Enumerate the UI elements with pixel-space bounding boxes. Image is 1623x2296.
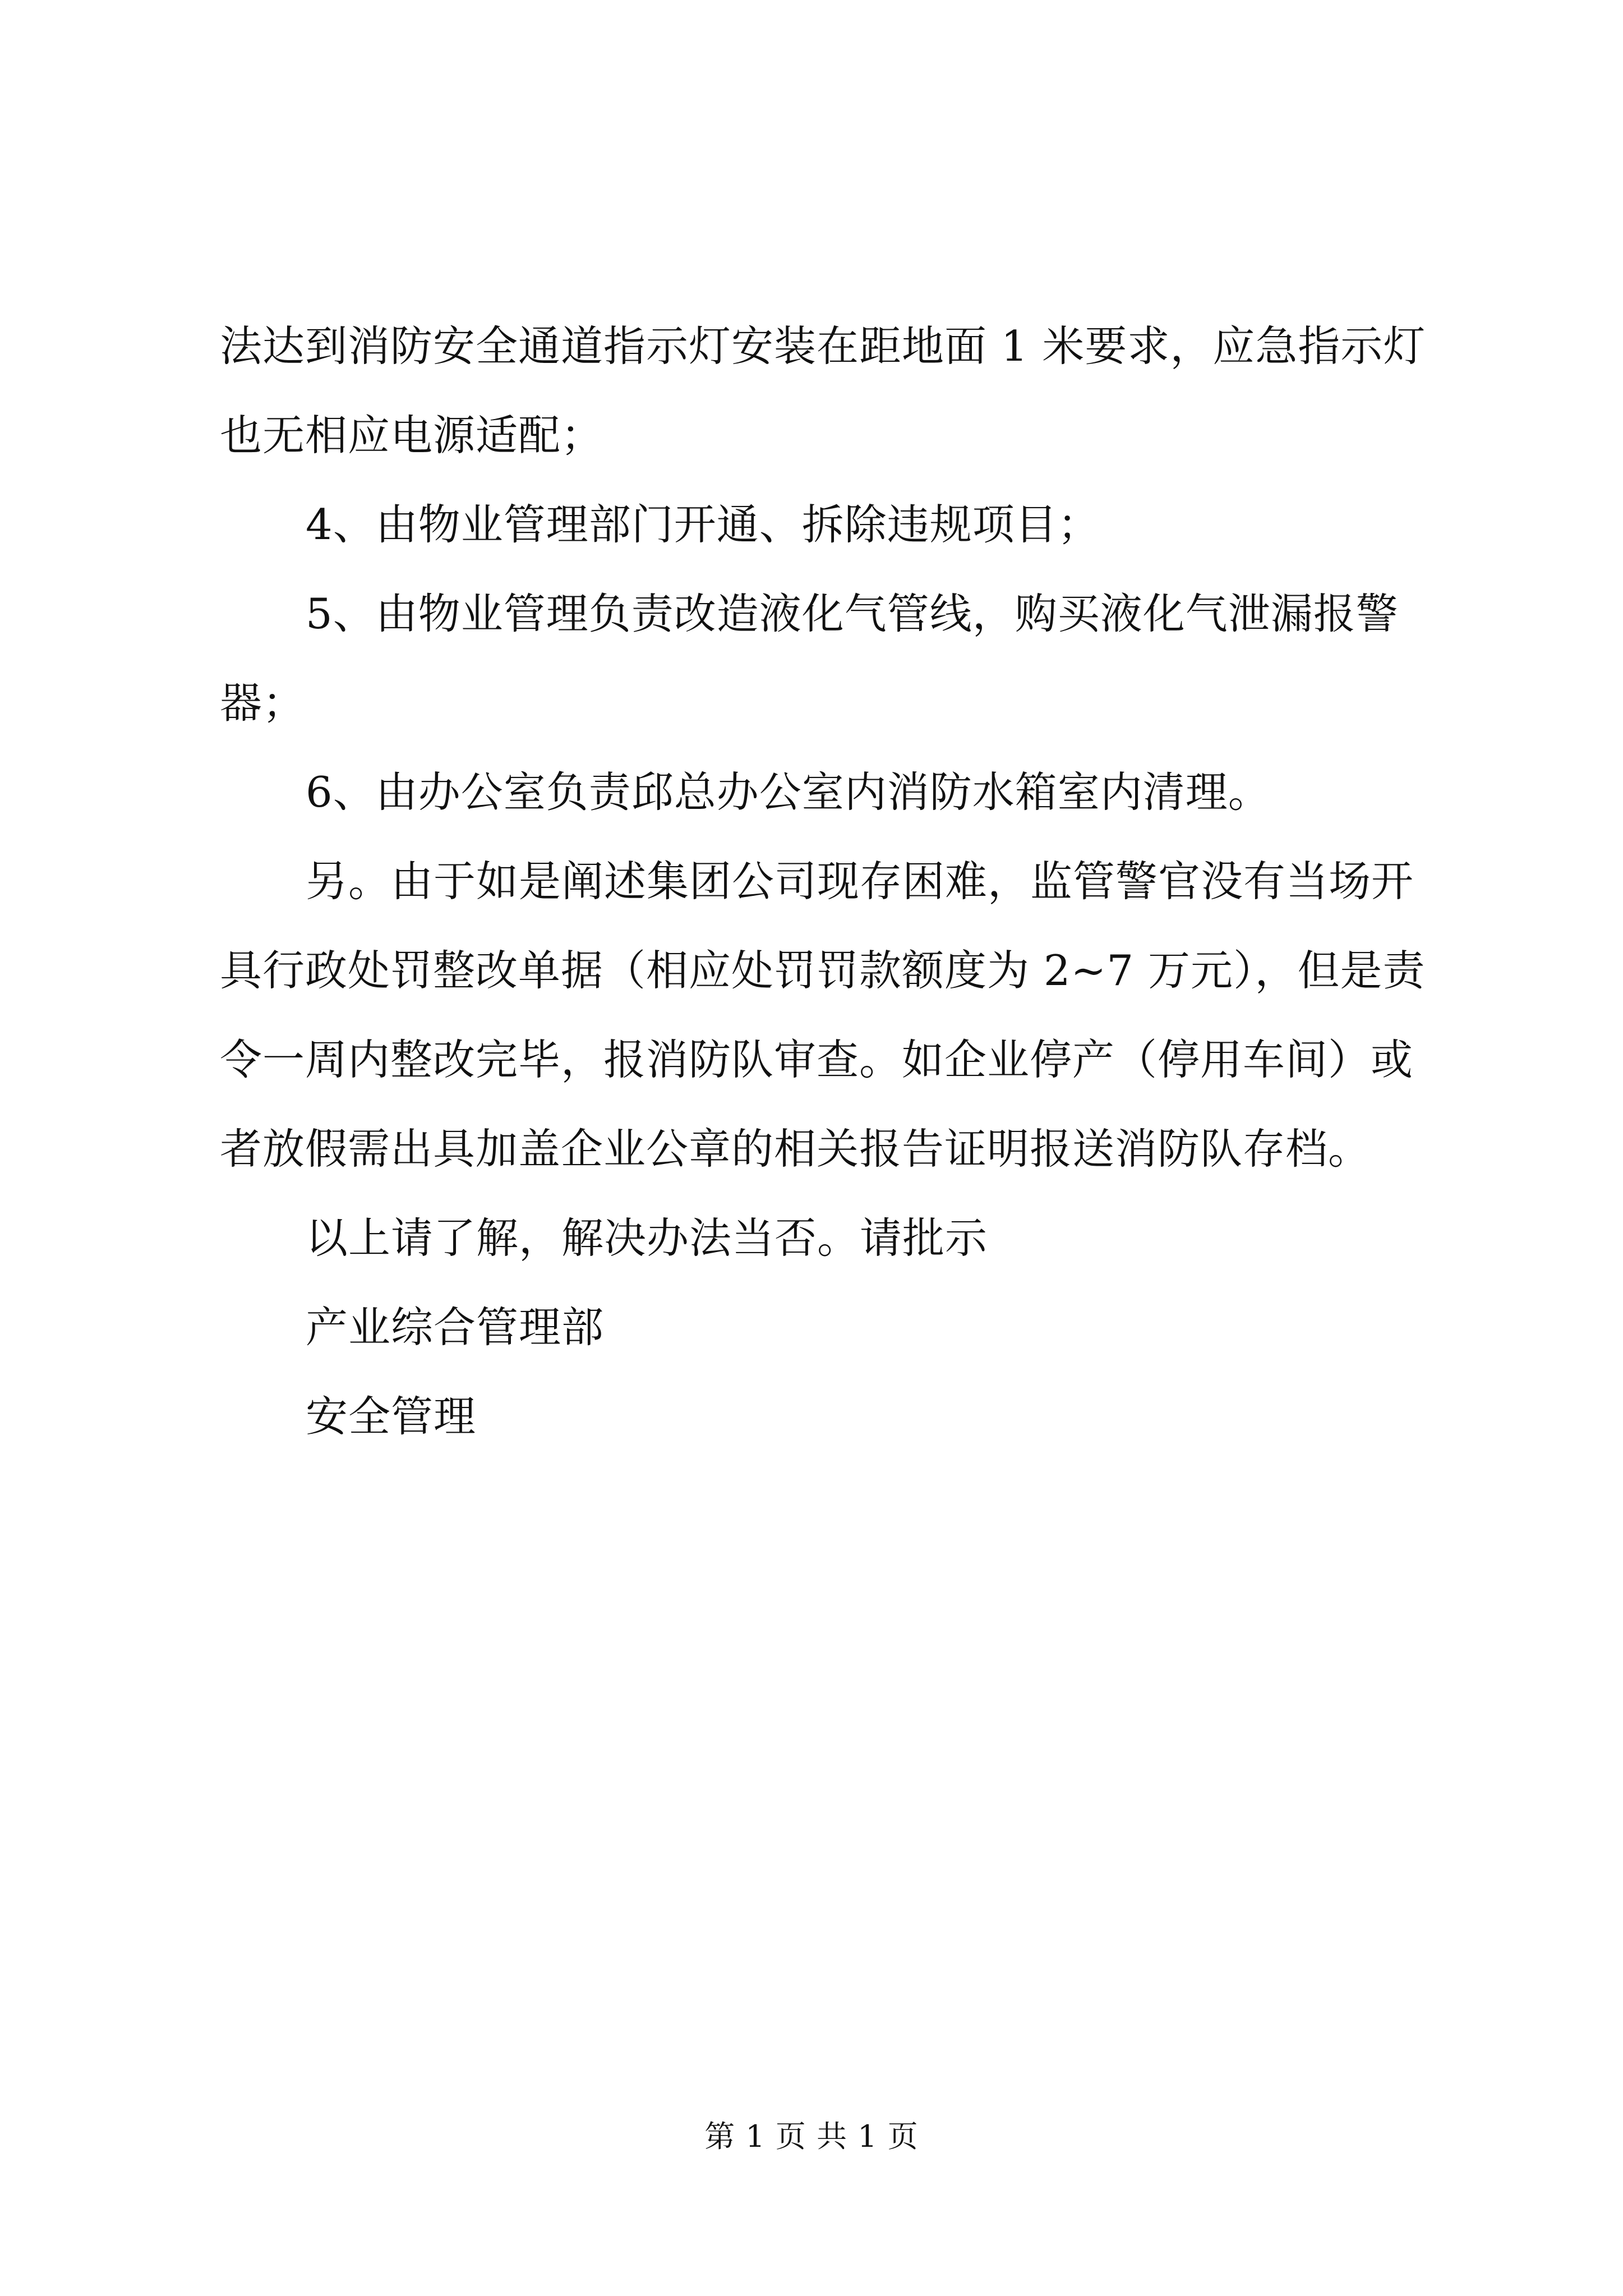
text-line: 4、由物业管理部门开通、拆除违规项目；	[306, 500, 1100, 549]
text-line: 法达到消防安全通道指示灯安装在距地面 1 米要求，应急指示灯	[220, 321, 1426, 371]
document-body	[220, 302, 1426, 1461]
text-line: 令一周内整改完毕，报消防队审查。如企业停产（停用车间）或	[220, 1035, 1414, 1084]
text-line: 另。由于如是阐述集团公司现存困难，监管警官没有当场开	[306, 857, 1414, 906]
text-line: 安全管理	[306, 1392, 477, 1441]
text-line: 具行政处罚整改单据（相应处罚罚款额度为 2~7 万元），但是责	[220, 946, 1426, 995]
text-line: 也无相应电源适配；	[220, 411, 604, 460]
text-line: 器；	[220, 678, 306, 728]
text-line: 者放假需出具加盖企业公章的相关报告证明报送消防队存档。	[220, 1124, 1371, 1174]
text-line: 6、由办公室负责邱总办公室内消防水箱室内清理。	[306, 767, 1271, 817]
text-line: 以上请了解，解决办法当否。请批示	[306, 1213, 988, 1263]
page-number-footer: 第 1 页 共 1 页	[704, 2119, 919, 2154]
text-line: 5、由物业管理负责改造液化气管线，购买液化气泄漏报警	[306, 589, 1399, 638]
text-line: 产业综合管理部	[306, 1303, 605, 1352]
